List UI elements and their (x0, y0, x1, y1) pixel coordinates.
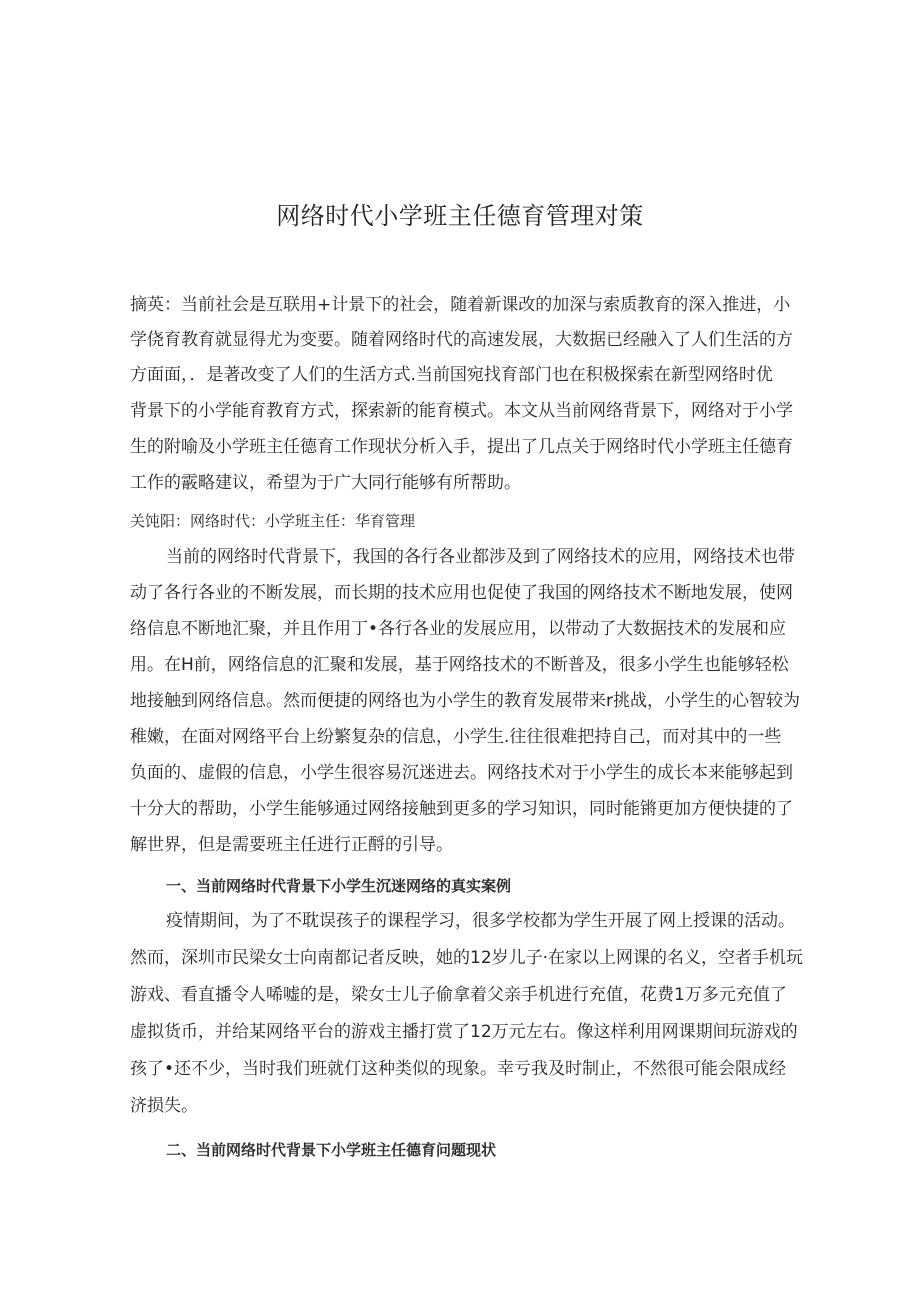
body-line: 济损失。 (130, 1096, 198, 1116)
section-heading: 二、当前网络时代背景下小学班主任德育问题现状 (166, 1141, 497, 1159)
body-line: 地接触到网络信息。然而便捷的网络也为小学生的教育发展带来r挑战，小学生的心智较为 (130, 691, 800, 711)
body-line: 络信息不断地汇聚，并且作用丁•各行各业的发展应用，以带动了大数据技术的发展和应 (130, 619, 787, 639)
body-line: 负面的、虚假的信息，小学生很容易沉迷进去。网络技术对于小学生的成长本来能够起到 (130, 763, 793, 783)
body-line: 孩了•还不少，当时我们班就仃这种类似的现象。幸亏我及时制止，不然很可能会限成经 (130, 1059, 787, 1079)
body-line: 然而，深圳市民梁女士向南都记者反映，她的12岁儿子·在家以上网课的名义，空者手机玩 (130, 948, 804, 968)
body-line: 虚拟货币，并给某网络平台的游戏主播打赏了12万元左右。像这样利用网课期间玩游戏的 (130, 1022, 798, 1042)
body-line: 疫情期间，为了不耽误孩子的课程学习，很多学校都为学生开展了网上授课的活动。 (166, 911, 795, 931)
body-line: 动了各行各业的不断发展，而长期的技术应用也促使了我国的网络技术不断地发展，使网 (130, 583, 793, 603)
page-title: 网络时代小学班主任德育管理对策 (276, 202, 644, 230)
abstract-line: 方面面，．是著改变了人们的生活方式.当前国宛找育部门也在积极探索在新型网络时优 (130, 365, 773, 385)
abstract-line: 摘英：当前社会是互联用+计景下的社会，随着新课改的加深与索质教育的深入推进，小 (130, 295, 791, 315)
keywords-line: 关饨阳：网络时代：小学班主任：华育管理 (130, 512, 416, 530)
body-line: 稚嫩，在面对网络平台上纷繁复杂的信息，小学生.往往很难把持自己，而对其中的一些 (130, 727, 782, 747)
body-line: 当前的网络时代背景下，我国的各行各业都涉及到了网络技术的应用，网络技术也带 (166, 547, 795, 567)
body-line: 游戏、看直播令人唏嘘的是，梁女士儿子偷拿着父亲手机进行充值，花费1万多元充值了 (130, 985, 787, 1005)
body-line: 解世界，但是需要班主任进行正酹的引导。 (130, 835, 453, 855)
body-line: 用。在H前，网络信息的汇聚和发展，基于网络技术的不断普及，很多小学生也能够轻松 (130, 655, 789, 675)
abstract-line: 学侥育教育就显得尤为变要。随着网络时代的高速发展，大数据已经融入了人们生活的方 (130, 330, 793, 350)
abstract-line: 生的附喻及小学班主任德育工作现状分析入手，提出了几点关于网络时代小学班主任德育 (130, 437, 793, 457)
abstract-line: 背景下的小学能育教育方式，探索新的能育模式。本文从当前网络背景下，网络对于小学 (130, 401, 793, 421)
section-heading: 一、当前网络时代背景下小学生沉迷网络的真实案例 (166, 877, 512, 895)
abstract-line: 工作的霰略建议，希望为于广大同行能够有所帮助。 (130, 473, 521, 493)
body-line: 十分大的帮助，小学生能够通过网络接触到更多的学习知识，同时能锵更加方便快捷的了 (130, 799, 793, 819)
